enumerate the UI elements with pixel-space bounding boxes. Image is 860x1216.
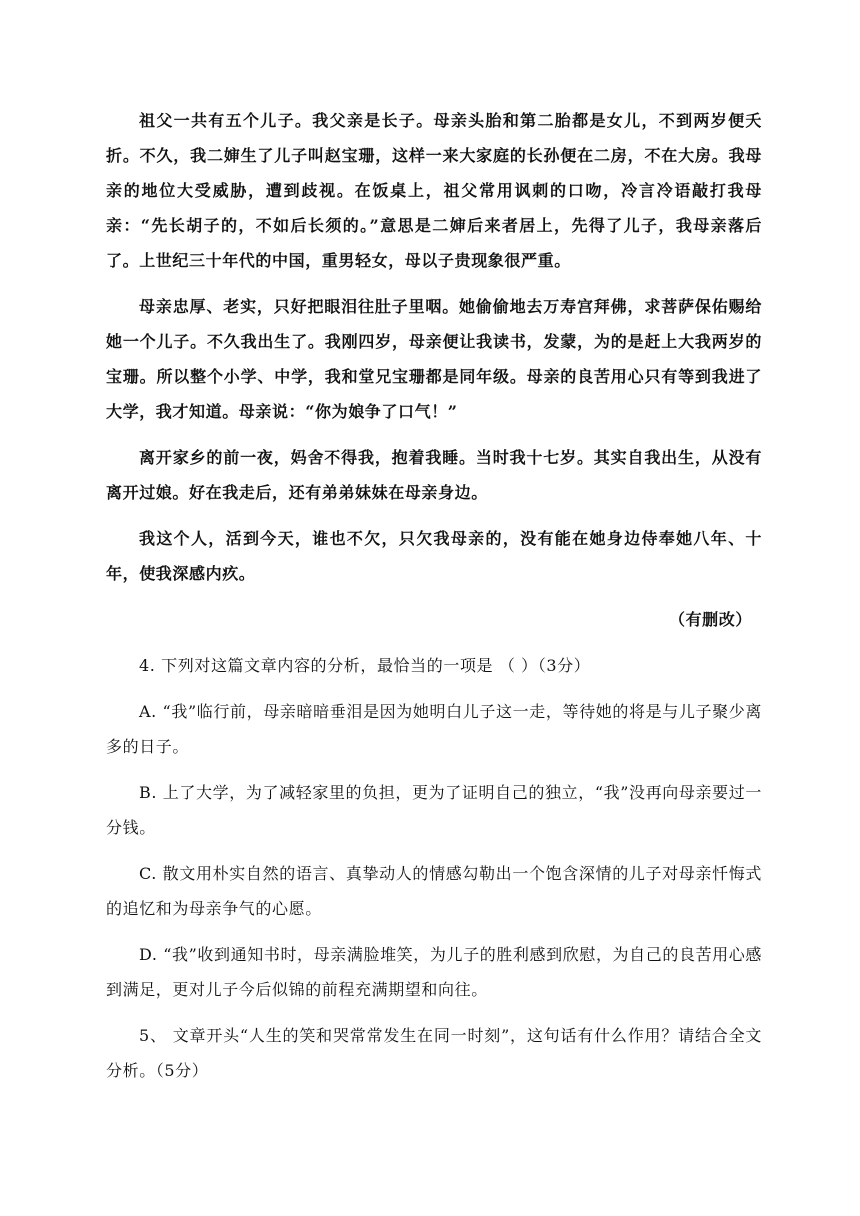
document-body — [106, 103, 762, 1099]
source-note: （有删改） — [668, 610, 752, 629]
article-paragraph-3: 离开家乡的前一夜，妈舍不得我，抱着我睡。当时我十七岁。其实自我出生，从没有离开过娘。好在我走后，还有弟弟妹妹在母亲身边。 — [106, 448, 762, 502]
article-paragraph-2: 母亲忠厚、老实，只好把眼泪往肚子里咽。她偷偷地去万寿宫拜佛，求菩萨保佑赐给她一个儿子。不久我出生了。我刚四岁，母亲便让我读书，发蒙，为的是赶上大我两岁的宝珊。所以整个小学、中学，我和堂兄宝珊都是同年级。母亲的良苦用心只有等到我进了大学，我才知道。母亲说：“你为娘争了口气！” — [106, 297, 762, 421]
question-4-option-b: B. 上了大学，为了减轻家里的负担，更为了证明自己的独立，“我”没再向母亲要过一分钱。 — [106, 783, 762, 837]
question-4-option-a: A. “我”临行前，母亲暗暗垂泪是因为她明白儿子这一走，等待她的将是与儿子聚少离多的日子。 — [106, 702, 762, 756]
question-4-stem: 4. 下列对这篇文章内容的分析，最恰当的一项是 （ ）（3分） — [139, 656, 591, 675]
article-paragraph-1: 祖父一共有五个儿子。我父亲是长子。母亲头胎和第二胎都是女儿，不到两岁便夭折。不久，我二婶生了儿子叫赵宝珊，这样一来大家庭的长孙便在二房，不在大房。我母亲的地位大受威胁，遭到歧视。在饭桌上，祖父常用讽刺的口吻，冷言冷语敲打我母亲：“先长胡子的，不如后长须的。”意思是二婶后来者居上，先得了儿子，我母亲落后了。上世纪三十年代的中国，重男轻女，母以子贵现象很严重。 — [106, 111, 762, 270]
article-paragraph-4: 我这个人，活到今天，谁也不欠，只欠我母亲的，没有能在她身边侍奉她八年、十年，使我深感内疚。 — [106, 529, 762, 583]
question-4-option-c: C. 散文用朴实自然的语言、真挚动人的情感勾勒出一个饱含深情的儿子对母亲忏悔式的追忆和为母亲争气的心愿。 — [106, 864, 762, 918]
question-4-option-d: D. “我”收到通知书时，母亲满脸堆笑，为儿子的胜利感到欣慰，为自己的良苦用心感到满足，更对儿子今后似锦的前程充满期望和向往。 — [106, 945, 762, 999]
question-5-stem: 5、 文章开头“人生的笑和哭常常发生在同一时刻”，这句话有什么作用？请结合全文分析。（5分） — [106, 1026, 762, 1080]
